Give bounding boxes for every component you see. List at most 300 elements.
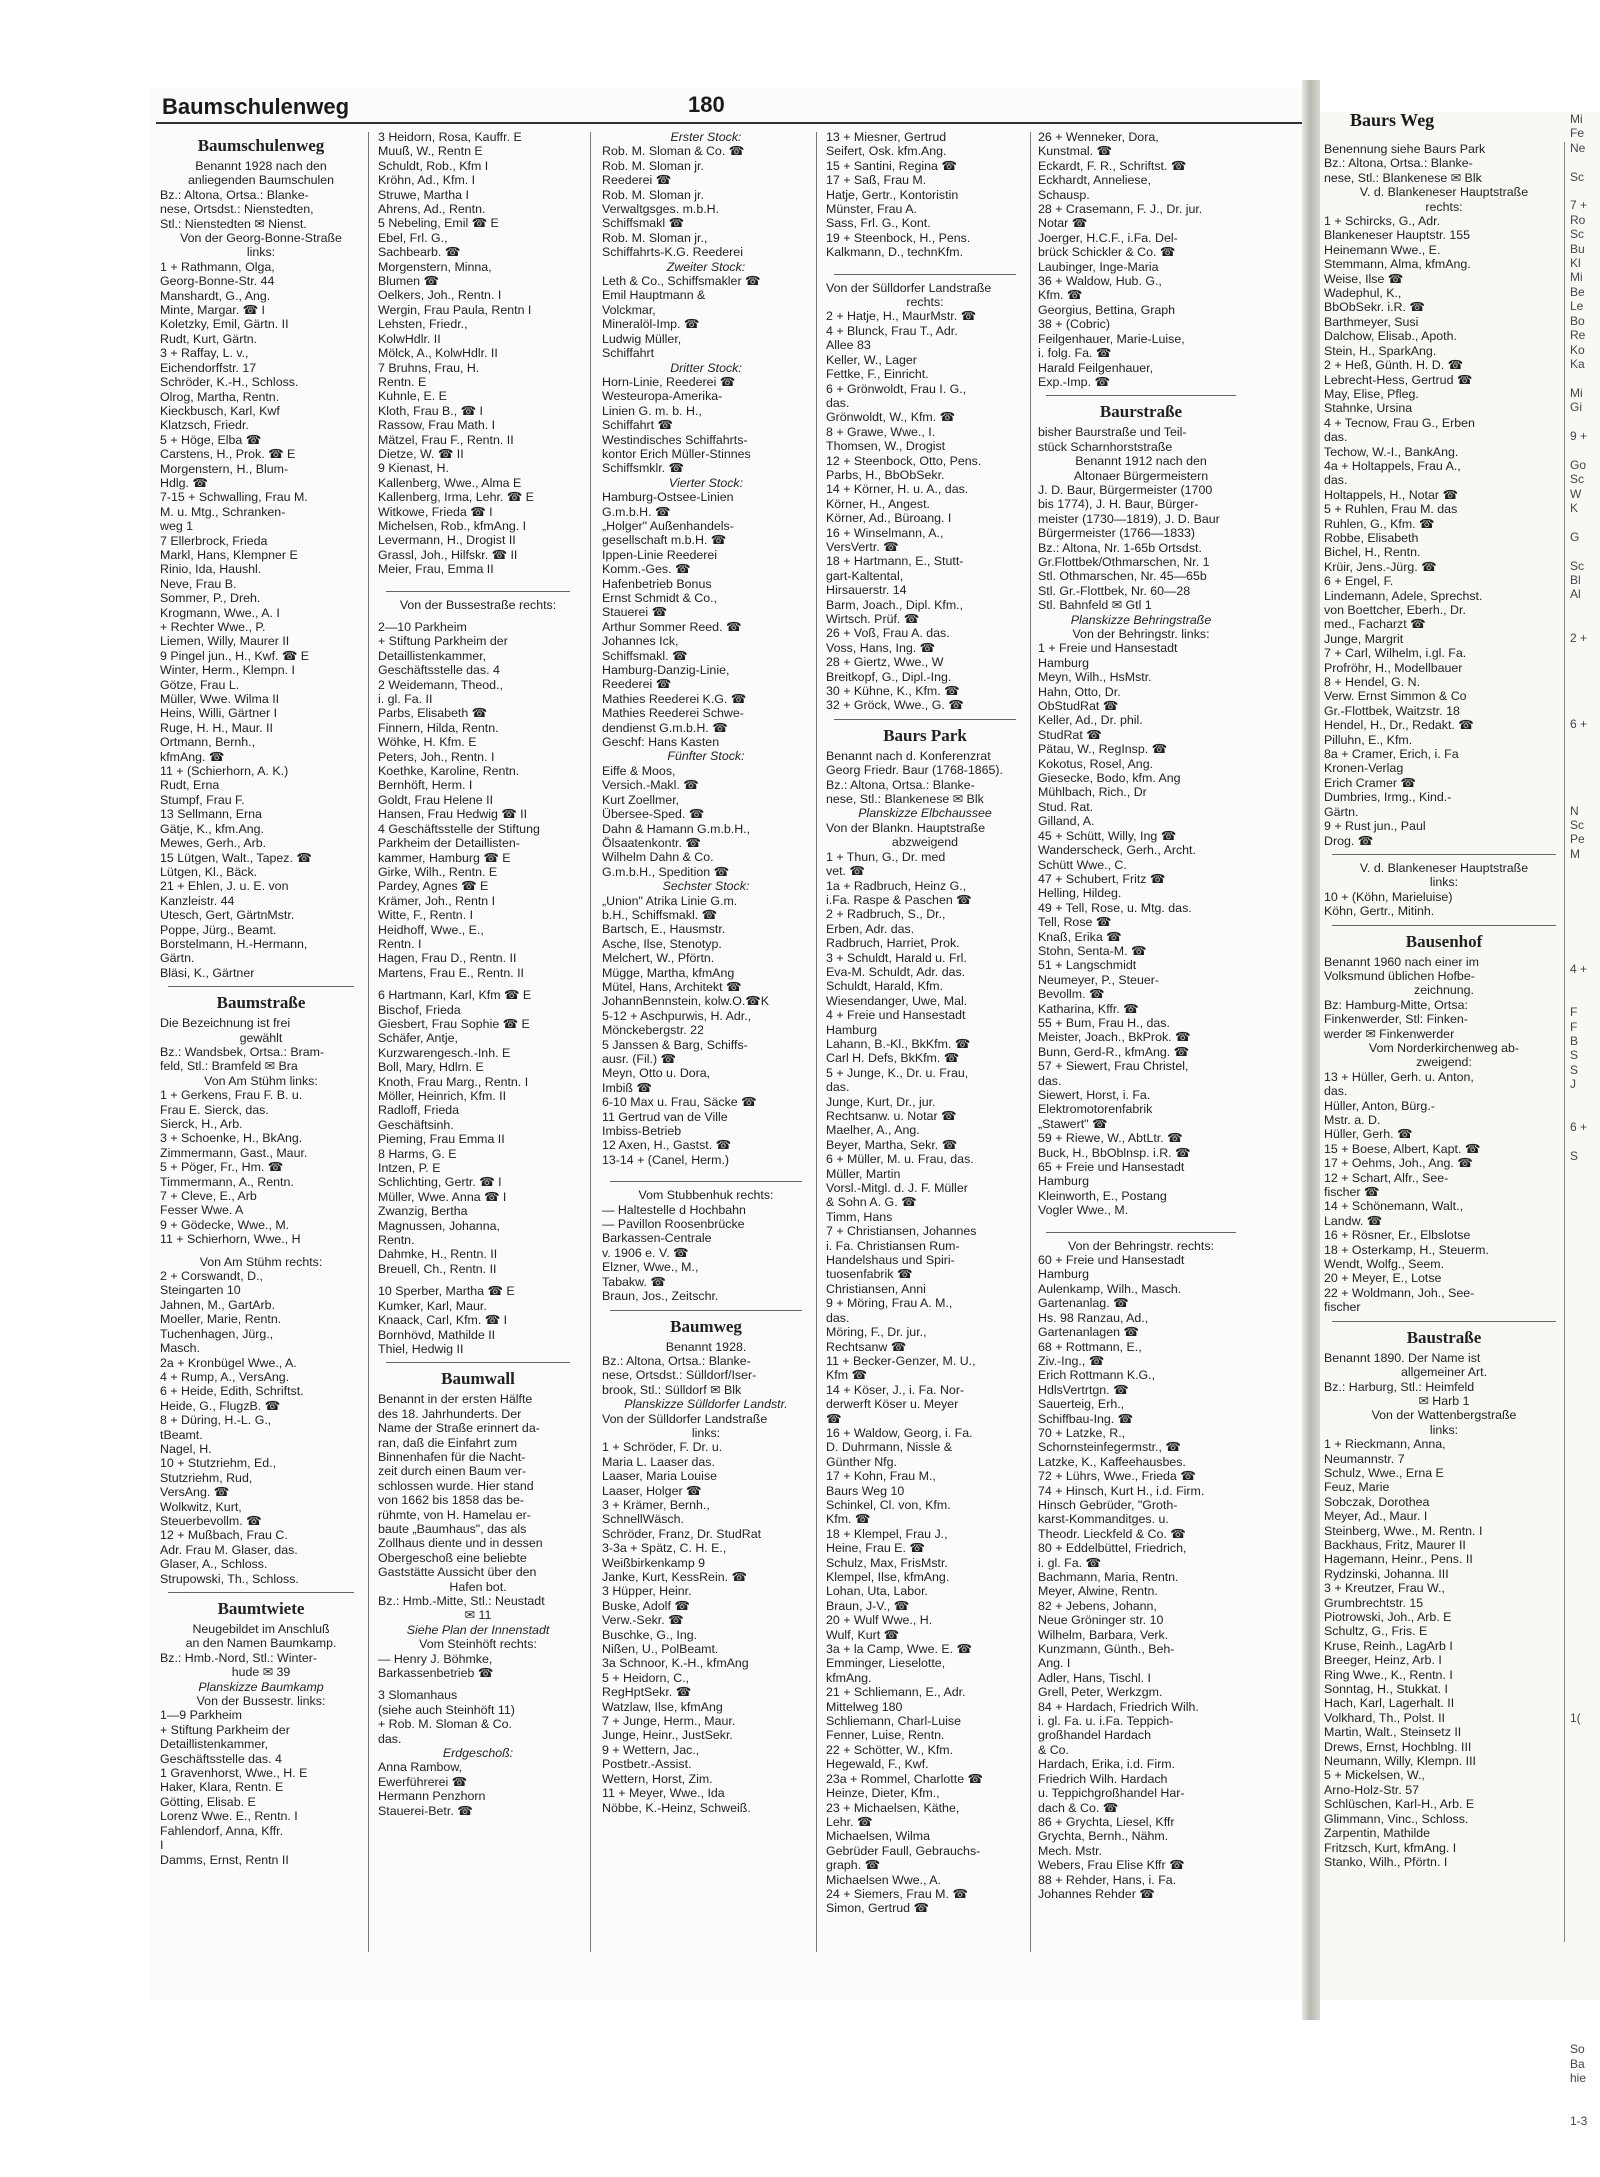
directory-line: Witte, F., Rentn. I (378, 908, 474, 923)
directory-line: Von der Behringstr. links: (1072, 627, 1210, 641)
directory-line: Sonntag, H., Stukkat. I (1324, 1682, 1448, 1697)
directory-line: 23a + Rommel, Charlotte ☎ (826, 1771, 983, 1786)
edge-fragment: J (1570, 1077, 1576, 1092)
directory-line: Imbiss-Betrieb (602, 1124, 682, 1139)
directory-line: Versich.-Makl. ☎ (602, 778, 699, 793)
directory-line: „Holger" Außenhandels- (602, 518, 734, 533)
directory-line: Latzke, K., Kaffeehausbes. (1038, 1454, 1186, 1469)
directory-line: Lehsten, Friedr., (378, 317, 468, 332)
directory-line: Von der Bussestraße rechts: (399, 597, 557, 612)
column-divider (1564, 142, 1565, 1942)
directory-line: (siehe auch Steinhöft 11) (378, 1702, 515, 1717)
directory-line: ran, daß die Einfahrt zum (378, 1435, 518, 1450)
directory-line: werder ✉ Finkenwerder (1324, 1026, 1455, 1041)
edge-fragment: Ka (1570, 356, 1585, 371)
spacer (378, 980, 578, 988)
edge-fragment (1570, 1826, 1600, 1840)
directory-line: 7-15 + Schwalling, Frau M. (160, 490, 308, 505)
directory-line: Zweiter Stock: (666, 259, 746, 274)
edge-fragment: Re (1570, 328, 1586, 343)
directory-line: Möller, Heinrich, Kfm. II (378, 1089, 507, 1103)
edge-fragment (1570, 775, 1600, 789)
directory-line: ✉ 11 (464, 1608, 492, 1623)
directory-line: Benannt 1960 nach einer im (1324, 954, 1479, 969)
directory-line: Steuerbevollm. ☎ (160, 1513, 262, 1528)
directory-line: Katharina, Kffr. ☎ (1038, 1001, 1139, 1016)
edge-fragment (1570, 1452, 1600, 1466)
directory-line: — Haltestelle d Hochbahn (602, 1202, 746, 1217)
directory-line: 1 + Freie und Hansestadt (1038, 641, 1178, 656)
directory-line: Klatzsch, Friedr. (160, 418, 249, 433)
directory-line: Haker, Klara, Rentn. E (160, 1780, 284, 1795)
directory-line: Grönwoldt, W., Kfm. ☎ (826, 410, 956, 425)
directory-line: Pätau, W., RegInsp. ☎ (1038, 742, 1168, 757)
directory-line: Müller, Martin (826, 1166, 901, 1181)
directory-line: Benannt in der ersten Hälfte (378, 1392, 533, 1407)
directory-line: med., Facharzt ☎ (1324, 617, 1426, 632)
edge-fragment (1570, 1337, 1600, 1351)
edge-fragment: 1-3 (1570, 2114, 1588, 2129)
directory-line: 65 + Freie und Hansestadt (1038, 1160, 1185, 1175)
directory-line: Dumbries, Irmg., Kind.- (1324, 790, 1452, 805)
directory-line: graph. ☎ (826, 1858, 881, 1873)
directory-line: 45 + Schütt, Willy, Ing ☎ (1038, 828, 1177, 843)
directory-line: 20 + Meyer, E., Lotse (1324, 1271, 1442, 1286)
directory-line: Schiffbau-Ing. ☎ (1038, 1411, 1134, 1426)
directory-line: Rob. M. Sloman & Co. ☎ (602, 144, 745, 159)
directory-line: Gr.Flottbek/Othmarschen, Nr. 1 (1038, 554, 1210, 569)
directory-line: Hagemann, Heinr., Pens. II (1324, 1552, 1473, 1567)
directory-line: Gaststätte Aussicht über den (378, 1565, 537, 1580)
directory-line: Möring, F., Dr. jur., (826, 1325, 927, 1340)
directory-line: Piotrowski, Joh., Arb. E (1324, 1610, 1452, 1624)
directory-line: Nagel, H. (160, 1441, 212, 1456)
edge-fragment (1570, 1423, 1600, 1437)
directory-line: Schiffahrt (602, 346, 655, 361)
edge-fragment (1570, 1279, 1600, 1293)
directory-line: meister (1730—1819), J. D. Baur (1038, 511, 1220, 526)
directory-line: Laubinger, Inge-Maria (1038, 259, 1159, 274)
directory-line: Postbetr.-Assist. (602, 1757, 692, 1772)
directory-line: Maria L. Laaser das. (602, 1454, 715, 1469)
directory-line: 2a + Kronbügel Wwe., A. (160, 1355, 297, 1370)
directory-line: Kfm ☎ (826, 1368, 867, 1383)
directory-line: 6 + Heide, Edith, Schriftst. (160, 1384, 304, 1399)
directory-line: 28 + Giertz, Wwe., W (826, 655, 944, 670)
directory-line: 6-10 Max u. Frau, Säcke ☎ (602, 1095, 757, 1110)
street-heading: Bausenhof (1405, 931, 1483, 951)
directory-line: Glimmann, Vinc., Schloss. (1324, 1811, 1469, 1826)
directory-line: Binnenhafen für die Nacht- (378, 1449, 526, 1464)
directory-line: 18 + Osterkamp, H., Steuerm. (1324, 1242, 1489, 1257)
directory-line: Hamburg-Danzig-Linie, (602, 663, 730, 678)
directory-line: Imbiß ☎ (602, 1080, 652, 1095)
edge-fragment (1570, 1798, 1600, 1812)
directory-line: Blankeneser Hauptstr. 155 (1324, 228, 1471, 243)
edge-fragment (1570, 1293, 1600, 1307)
directory-line: Mügge, Martha, kfmAng (602, 965, 735, 980)
directory-line: Schuldt, Rob., Kfm I (378, 158, 489, 173)
edge-fragment (1570, 746, 1600, 760)
directory-line: 13 + Hüller, Gerh. u. Anton, (1324, 1069, 1474, 1084)
directory-line: Harald Feilgenhauer, (1038, 360, 1154, 375)
directory-line: das. (378, 1731, 402, 1746)
directory-line: Von der Blankn. Hauptstraße (826, 820, 986, 835)
directory-line: 1 + Rieckmann, Anna, (1324, 1437, 1446, 1452)
directory-line: Timm, Hans (826, 1209, 893, 1224)
directory-line: 72 + Lührs, Wwe., Frieda ☎ (1038, 1469, 1196, 1484)
edge-fragment (1570, 1726, 1600, 1740)
edge-fragment (1570, 1265, 1600, 1279)
directory-line: i. gl. Fa. ☎ (1038, 1555, 1101, 1570)
header-rule (156, 122, 1302, 124)
directory-line: Rydzinski, Johanna. III (1324, 1566, 1449, 1581)
directory-line: Schlüschen, Karl-H., Arb. E (1324, 1797, 1475, 1812)
directory-line: baute „Baumhaus", das als (378, 1521, 527, 1536)
directory-line: Glaser, A., Schloss. (160, 1557, 268, 1572)
directory-line: Backhaus, Fritz, Maurer II (1324, 1537, 1466, 1552)
edge-fragment: Sc (1570, 227, 1585, 242)
directory-line: rühmte, von H. Hamelau er- (378, 1507, 531, 1522)
directory-line: Meyer, Ad., Maur. I (1324, 1509, 1428, 1524)
directory-line: Mütel, Hans, Architekt ☎ (602, 979, 742, 994)
edge-fragment (1570, 155, 1600, 169)
separator-rule (1332, 1321, 1556, 1322)
directory-line: Heine, Frau E. ☎ (826, 1541, 925, 1556)
directory-line: 4 + Rump, A., VersAng. (160, 1369, 290, 1384)
directory-line: Kruse, Reinh., LagArb I (1324, 1638, 1453, 1653)
edge-fragment (1570, 1481, 1600, 1495)
directory-line: derwerft Köser u. Meyer (826, 1397, 959, 1412)
edge-fragment (1570, 1639, 1600, 1653)
directory-line: Timmermann, A., Rentn. (160, 1174, 294, 1189)
directory-line: Schinkel, Cl. von, Kfm. (826, 1497, 951, 1512)
edge-fragment (1570, 2028, 1600, 2042)
directory-line: weg 1 (160, 519, 194, 534)
directory-line: Ahrens, Ad., Rentn. (378, 202, 486, 217)
directory-line: Parkheim der Detaillisten- (378, 836, 520, 851)
directory-line: 3 + Kreutzer, Frau W., (1324, 1581, 1445, 1596)
directory-line: Janke, Kurt, KessRein. ☎ (602, 1570, 747, 1584)
edge-fragment (1570, 1250, 1600, 1264)
edge-fragment (1570, 1783, 1600, 1797)
directory-line: Martens, Frau E., Rentn. II (378, 965, 524, 980)
directory-line: Wirtsch. Prüf. ☎ (826, 612, 920, 626)
directory-line: 17 + Saß, Frau M. (826, 173, 927, 188)
directory-line: Heinze, Dieter, Kfm., (826, 1786, 940, 1801)
column-divider (1030, 132, 1031, 1952)
directory-line: 59 + Riewe, W., AbtLtr. ☎ (1038, 1131, 1183, 1146)
directory-line: Techow, W.-I., BankAng. (1324, 444, 1459, 459)
directory-line: Ruhlen, G., Kfm. ☎ (1324, 516, 1435, 531)
directory-line: Weißbirkenkamp 9 (602, 1555, 706, 1570)
directory-line: Schlichting, Gertr. ☎ I (378, 1175, 502, 1190)
directory-line: Drog. ☎ (1324, 833, 1374, 848)
edge-fragment: M (1570, 846, 1580, 861)
edge-fragment (1570, 1999, 1600, 2013)
directory-line: Hermann Penzhorn (378, 1789, 486, 1804)
directory-line: Muuß, W., Rentn E (378, 144, 483, 159)
directory-line: May, Elise, Pfleg. (1324, 386, 1419, 401)
directory-line: Planskizze Sülldorfer Landstr. (624, 1397, 788, 1412)
directory-line: Kurt Zoellmer, (602, 792, 680, 807)
directory-line: + Stiftung Parkheim der (378, 634, 508, 649)
directory-line: Webers, Frau Elise Kffr ☎ (1038, 1858, 1185, 1873)
directory-line: M. u. Mtg., Schranken- (160, 504, 286, 519)
directory-line: Hamburg (1038, 1174, 1089, 1189)
directory-line: 4a + Holtappels, Frau A., (1324, 458, 1461, 473)
directory-line: 3-3a + Spätz, C. H. E., (602, 1541, 727, 1556)
edge-fragment (1570, 616, 1600, 630)
edge-fragment (1570, 2086, 1600, 2100)
directory-line: Schulz, Max, FrisMstr. (826, 1555, 948, 1570)
directory-line: 8a + Cramer, Erich, i. Fa (1324, 747, 1459, 762)
directory-line: i. gl. Fa. II (378, 692, 433, 707)
directory-line: Handelshaus und Spiri- (826, 1253, 955, 1268)
directory-line: Bischof, Frieda (378, 1002, 461, 1017)
edge-fragment: B (1570, 1034, 1579, 1048)
directory-line: Baurs Weg 10 (826, 1483, 905, 1498)
edge-fragment (1570, 760, 1600, 774)
directory-line: Koletzky, Emil, Gärtn. II (160, 317, 289, 332)
edge-fragment (1570, 789, 1600, 803)
directory-line: Anna Rambow, (378, 1760, 463, 1775)
directory-line: 1 + Thun, G., Dr. med (826, 849, 946, 864)
directory-line: Feuz, Marie (1324, 1480, 1390, 1495)
directory-line: 10 + Stutzriehm, Ed., (160, 1456, 277, 1471)
directory-line: Markl, Hans, Klempner E (160, 547, 298, 562)
directory-line: Körner, Ad., Büroang. I (826, 511, 952, 526)
edge-fragment (1570, 933, 1600, 947)
directory-line: 5 + Höge, Elba ☎ (160, 432, 262, 447)
directory-line: Gärtn. (160, 951, 195, 966)
directory-line: Neugebildet im Anschluß (192, 1622, 330, 1636)
directory-line: KolwHdlr. II (378, 331, 441, 346)
directory-line: Geschäftsstelle das. 4 (378, 663, 500, 678)
directory-line: Schiffahrt ☎ (602, 418, 673, 433)
edge-fragment (1570, 1135, 1600, 1149)
directory-line: Bachmann, Maria, Rentn. (1038, 1570, 1179, 1584)
directory-line: Hafenbetrieb Bonus (602, 576, 712, 591)
spacer (378, 612, 578, 620)
directory-line: 57 + Siewert, Frau Christel, (1038, 1059, 1189, 1074)
edge-fragment: Sc (1570, 169, 1585, 184)
directory-line: Georg Friedr. Baur (1768-1865). (826, 763, 1004, 778)
directory-line: Heide, G., FlugzB. ☎ (160, 1398, 281, 1413)
directory-line: 5 + Ruhlen, Frau M. das (1324, 502, 1458, 517)
directory-line: Kunzmann, Günth., Beh- (1038, 1642, 1175, 1657)
directory-line: Benannt 1912 nach den (1075, 454, 1207, 469)
edge-fragment: Kl (1570, 256, 1581, 271)
edge-fragment (1570, 1164, 1600, 1178)
directory-line: 4 + Freie und Hansestadt (826, 1008, 966, 1023)
directory-line: Poppe, Jürg., Beamt. (160, 922, 277, 937)
directory-line: Keller, Ad., Dr. phil. (1038, 713, 1143, 728)
directory-line: Georgius, Bettina, Graph (1038, 302, 1176, 317)
directory-line: Neve, Frau B. (160, 576, 237, 591)
directory-line: 19 + Steenbock, H., Pens. (826, 230, 971, 245)
directory-line: Benannt 1928. (665, 1339, 747, 1354)
edge-fragment (1570, 1106, 1600, 1120)
directory-line: Schiffahrts-K.G. Reederei (602, 245, 743, 260)
street-heading: Baustraße (1406, 1327, 1482, 1347)
directory-line: Wettern, Horst, Zim. (602, 1771, 713, 1786)
directory-line: 9 + Gödecke, Wwe., M. (160, 1217, 290, 1232)
directory-line: Kumker, Karl, Maur. (378, 1298, 487, 1313)
edge-fragment: 7 + (1570, 198, 1588, 213)
directory-line: G.m.b.H., Spedition ☎ (602, 864, 729, 879)
edge-fragment: F (1570, 1019, 1578, 1034)
edge-fragment: Pe (1570, 832, 1585, 847)
directory-line: zeit durch einen Baum ver- (378, 1464, 527, 1479)
directory-line: Hahn, Otto, Dr. (1038, 684, 1121, 699)
directory-line: Schütt Wwe., C. (1038, 857, 1127, 872)
directory-line: Exp.-Imp. ☎ (1038, 374, 1110, 389)
directory-line: Stud. Rat. (1038, 799, 1094, 814)
directory-line: Fesser Wwe. A (160, 1203, 244, 1218)
directory-line: Wanderscheck, Gerh., Archt. (1038, 843, 1196, 858)
directory-line: 11 + Becker-Genzer, M. U., (826, 1353, 976, 1368)
directory-line: Siehe Plan der Innenstadt (406, 1622, 550, 1637)
directory-line: Komm.-Ges. ☎ (602, 562, 691, 577)
directory-line: Wiesendanger, Uwe, Mal. (826, 993, 968, 1008)
directory-line: Vom Norderkirchenweg ab- (1368, 1040, 1520, 1055)
directory-line: Ruge, H. H., Maur. II (160, 720, 273, 735)
directory-line: Laaser, Holger ☎ (602, 1483, 702, 1498)
directory-line: Geschäftsinh. (378, 1117, 454, 1132)
directory-line: Hamburg (1038, 655, 1089, 670)
directory-line: Adr. Frau M. Glaser, das. (160, 1542, 298, 1557)
directory-line: Gartenanlagen ☎ (1038, 1325, 1139, 1340)
edge-fragment: 1( (1570, 1711, 1581, 1726)
directory-line: Reederei ☎ (602, 677, 672, 692)
directory-line: 6 + Engel, F. (1324, 574, 1394, 589)
directory-line: Köhn, Gertr., Mitinh. (1324, 904, 1435, 919)
directory-line: & Co. (1038, 1742, 1069, 1757)
directory-line: Notar ☎ (1038, 216, 1088, 231)
directory-line: das. (1324, 473, 1348, 488)
edge-fragment (1570, 1855, 1600, 1869)
directory-line: „Stawert" ☎ (1038, 1116, 1108, 1131)
directory-line: Finnern, Hilda, Rentn. (378, 720, 499, 735)
directory-line: brook, Stl.: Sülldorf ✉ Blk (602, 1382, 742, 1397)
directory-line: kammer, Hamburg ☎ E (378, 850, 511, 865)
directory-line: Hamburg-Ostsee-Linien (602, 490, 734, 505)
directory-line: Robbe, Elisabeth (1324, 530, 1419, 545)
directory-line: Bz.: Altona, Nr. 1-65b Ortsdst. (1038, 540, 1202, 555)
directory-line: ✉ Harb 1 (1418, 1393, 1470, 1408)
directory-line: 86 + Grychta, Liesel, Kffr (1038, 1814, 1175, 1829)
directory-line: Koethke, Karoline, Rentn. (378, 764, 520, 779)
edge-fragment: 9 + (1570, 428, 1588, 443)
edge-fragment: K (1570, 500, 1579, 515)
directory-line: Knaß, Erika ☎ (1038, 929, 1122, 944)
directory-line: Frau E. Sierck, das. (160, 1102, 269, 1117)
directory-line: 12 + Mußbach, Frau C. (160, 1528, 288, 1543)
separator-rule (834, 274, 1016, 275)
spacer (378, 1680, 578, 1688)
directory-line: Dritter Stock: (670, 360, 742, 375)
directory-line: Mönckebergstr. 22 (602, 1023, 704, 1038)
directory-line: Vom Stubbenhuk rechts: (638, 1188, 774, 1203)
directory-line: Mittelweg 180 (826, 1699, 903, 1714)
directory-line: 2 + Corswandt, D., (160, 1269, 263, 1284)
directory-line: links: (1429, 875, 1459, 890)
directory-line: Breeger, Heinz, Arb. I (1324, 1653, 1442, 1668)
directory-line: JohannBennstein, kolw.O.☎K (602, 994, 769, 1009)
edge-fragment: Go (1570, 457, 1587, 472)
directory-line: 24 + Siemers, Frau M. ☎ (826, 1886, 968, 1901)
edge-fragment (1570, 1942, 1600, 1956)
directory-line: Ewerführerei ☎ (378, 1774, 468, 1789)
directory-line: Goldt, Frau Helene II (378, 792, 494, 807)
directory-line: Landw. ☎ (1324, 1213, 1383, 1228)
directory-line: I (160, 1838, 164, 1853)
directory-line: Rudt, Erna (160, 778, 220, 793)
directory-line: Erich Cramer ☎ (1324, 775, 1416, 790)
directory-line: Wulf, Kurt ☎ (826, 1627, 900, 1642)
directory-line: das. (826, 1310, 850, 1325)
directory-line: Sobczak, Dorothea (1324, 1494, 1430, 1509)
edge-fragment (1570, 1509, 1600, 1523)
edge-fragment (1570, 1178, 1600, 1192)
directory-line: Moeller, Marie, Rentn. (160, 1312, 282, 1327)
directory-line: Thiel, Hedwig II (378, 1341, 464, 1356)
directory-line: Benannt nach d. Konferenzrat (826, 748, 991, 763)
directory-line: Barkassen-Centrale (602, 1231, 712, 1246)
directory-line: 84 + Hardach, Friedrich Wilh. (1038, 1699, 1199, 1714)
directory-line: Kröhn, Ad., Kfm. I (378, 173, 476, 188)
directory-line: Kfm. ☎ (826, 1512, 871, 1527)
directory-line: Die Bezeichnung ist frei (160, 1016, 291, 1031)
directory-line: Stl. Bahnfeld ✉ Gtl 1 (1038, 598, 1152, 613)
directory-line: Eiffe & Moos, (602, 763, 676, 778)
street-heading: Baurs Park (883, 725, 967, 745)
edge-fragment (1570, 184, 1600, 198)
directory-line: Ludwig Müller, (602, 331, 682, 346)
directory-line: 51 + Langschmidt (1038, 958, 1137, 973)
directory-line: 4 Geschäftsstelle der Stiftung (378, 821, 540, 836)
directory-line: Ippen-Linie Reederei (602, 547, 718, 562)
edge-fragment (1570, 731, 1600, 745)
left-page (150, 88, 1302, 2000)
directory-line: Lahann, B.-Kl., BkKfm. ☎ (826, 1036, 971, 1051)
directory-line: 3 Heidorn, Rosa, Kauffr. E (378, 130, 522, 144)
directory-line: 16 + Waldow, Georg, i. Fa. (826, 1425, 973, 1440)
street-heading: Baurstraße (1099, 402, 1183, 422)
edge-fragment (1570, 991, 1600, 1005)
directory-line: Westeuropa-Amerika- (602, 389, 723, 404)
directory-line: 36 + Waldow, Hub. G., (1038, 274, 1162, 289)
directory-line: gewählt (239, 1030, 283, 1045)
directory-line: Michelsen, Rob., kfmAng. I (378, 518, 527, 533)
edge-fragment (1570, 688, 1600, 702)
directory-line: 8 Harms, G. E (378, 1146, 457, 1161)
directory-line: Kuhnle, E. E (378, 389, 447, 404)
street-heading: Baumstraße (216, 993, 306, 1013)
edge-fragment (1570, 1870, 1600, 1884)
directory-line: Hendel, H., Dr., Redakt. ☎ (1324, 718, 1474, 733)
directory-line: 5 Nebeling, Emil ☎ E (378, 216, 499, 231)
directory-line: + Rechter Wwe., P. (160, 620, 266, 634)
directory-line: 7 Ellerbrock, Frieda (160, 533, 268, 548)
directory-line: Bz.: Harburg, Stl.: Heimfeld (1324, 1379, 1475, 1394)
directory-line: 74 + Hinsch, Kurt H., i.d. Firm. (1038, 1483, 1205, 1498)
directory-line: 13 + Miesner, Gertrud (826, 130, 947, 144)
directory-line: nese, Ortsdst.: Sülldorf/Iser- (602, 1368, 757, 1383)
directory-line: abzweigend (891, 835, 959, 850)
directory-line: 2—10 Parkheim (378, 620, 467, 634)
